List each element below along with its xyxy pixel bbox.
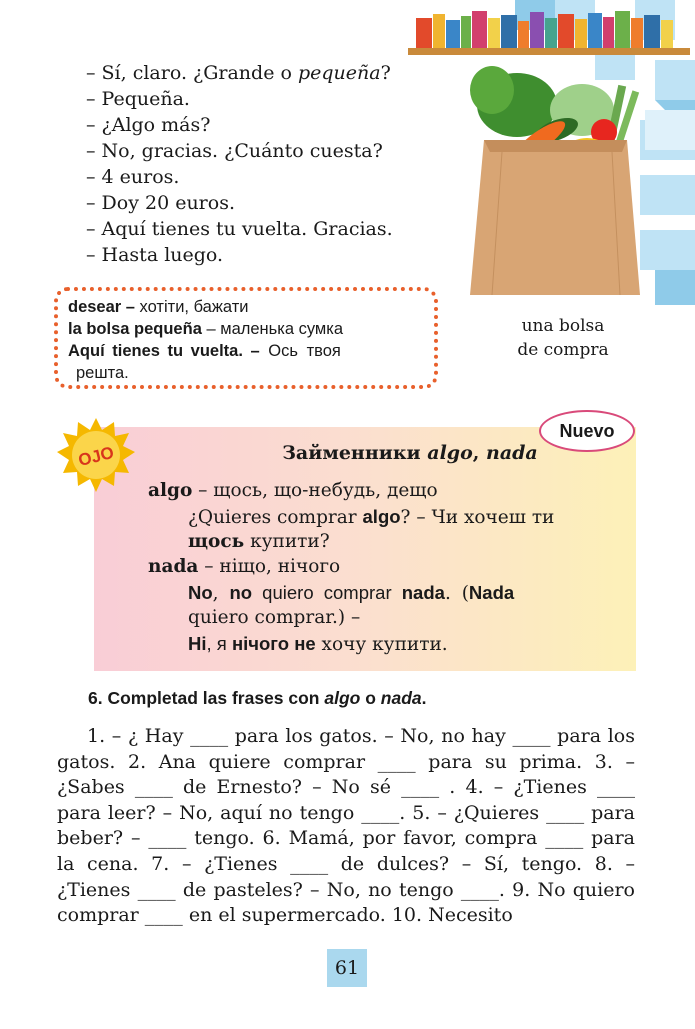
- vocab-row: la bolsa pequeña – маленька сумка: [68, 320, 344, 338]
- ojo-badge-label: OJO: [76, 442, 116, 471]
- dialogue-line: – Aquí tienes tu vuelta. Gracias.: [86, 218, 393, 240]
- grammar-example-line: No, no quiero comprar nada. (Nada: [188, 582, 515, 604]
- ojo-badge: [56, 416, 136, 496]
- grammar-title: Займенники algo, nada: [282, 442, 538, 464]
- page-number: 61: [327, 949, 367, 987]
- exercise-text: [57, 724, 635, 929]
- exercise-title: 6. Completad las frases con algo o nada.: [88, 688, 427, 708]
- illustration-caption: [478, 314, 648, 362]
- vocab-row: решта.: [76, 364, 129, 382]
- vocab-row: Aquí tienes tu vuelta. – Ось твоя: [68, 342, 341, 360]
- vocabulary-box: [54, 287, 438, 389]
- dialogue-line: – Pequeña.: [86, 88, 190, 110]
- shopping-bag-illustration: [462, 60, 647, 300]
- grammar-example-line: щось купити?: [188, 531, 330, 552]
- bookshelf-illustration: [408, 6, 690, 58]
- dialogue-line: – Doy 20 euros.: [86, 192, 235, 214]
- grammar-example-line: quiero comprar.) –: [188, 607, 361, 628]
- grammar-example-line: ¿Quieres comprar algo? – Чи хочеш ти: [188, 506, 555, 528]
- caption-line: de compra: [517, 340, 609, 360]
- dialogue-line: – 4 euros.: [86, 166, 180, 188]
- grammar-example-line: Ні, я нічого не хочу купити.: [188, 633, 448, 655]
- nuevo-tag: Nuevo: [539, 410, 635, 452]
- grammar-algo-definition: algo – щось, що-небудь, дещо: [148, 480, 438, 501]
- dialogue-line: – Sí, claro. ¿Grande o pequeña?: [86, 62, 391, 84]
- grammar-nada-definition: nada – ніщо, нічого: [148, 556, 341, 577]
- dialogue-line: – No, gracias. ¿Cuánto cuesta?: [86, 140, 383, 162]
- dialogue-line: – ¿Algo más?: [86, 114, 211, 136]
- exercise-paragraph: 1. – ¿ Hay ____ para los gatos. – No, no hay ____ para los gatos. 2. Ana quiere comprar ____ para su prima. 3. – ¿Sabes ____ de Ernesto? – No sé ____ . 4. – ¿Tienes ____ para leer? – No, aquí no tengo ____. 5. – ¿Quieres ____ para beber? – ____ tengo. 6. Mamá, por favor, compra ____ para la cena. 7. – ¿Tienes ____ de dulces? – Sí, tengo. 8. – ¿Tienes ____ de pasteles? – No, no tengo ____. 9. No quiero comprar ____ en el supermercado. 10. Necesito: [57, 725, 635, 927]
- vocab-row: desear – хотіти, бажати: [68, 298, 249, 316]
- dialogue-line: – Hasta luego.: [86, 244, 224, 266]
- dialogue-block: [86, 60, 446, 268]
- caption-line: una bolsa: [521, 316, 605, 336]
